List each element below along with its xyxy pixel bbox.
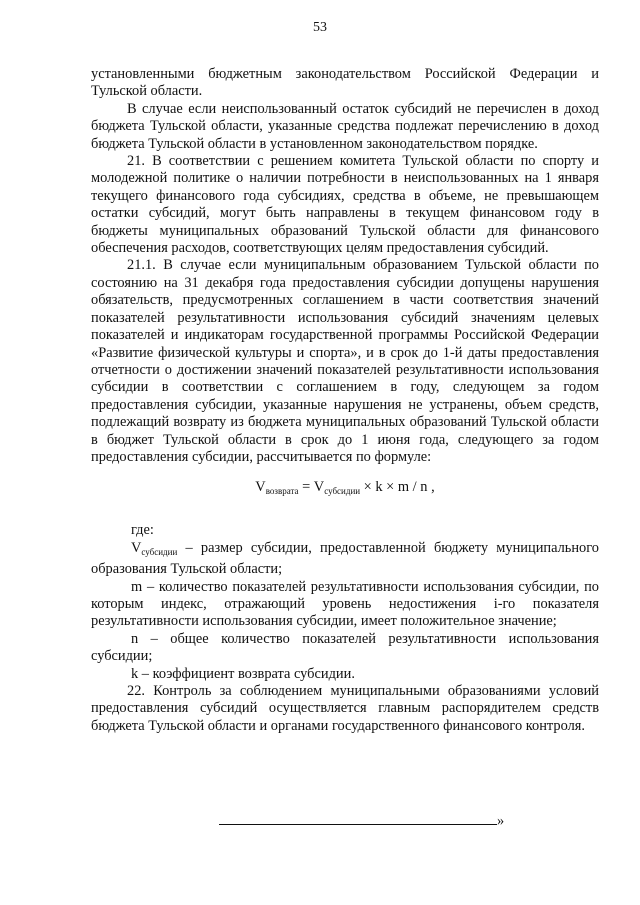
formula-rhs-subscript: субсидии [324,486,361,497]
formula-v: V [255,479,266,496]
closing-rule [219,814,497,825]
definition-v [91,540,599,579]
formula-equals: = V [298,479,325,496]
paragraph-22: 22. Контроль за соблюдением муниципальными образованиями условий предоставления субсидий осуществляется главным распорядителем средств бюджета Тульской области и органами государственного финансового контроля. [91,683,599,734]
definition-v-text: – размер субсидии, предоставленной бюджету муниципального образования Тульской области; [91,539,599,578]
definition-v-symbol: V [131,539,142,556]
paragraph-continuation: установленными бюджетным законодательством Российской Федерации и Тульской области. [91,66,599,100]
where-label: где: [131,522,154,539]
definition-k: k – коэффициент возврата субсидии. [131,665,355,682]
formula-v-subscript: возврата [265,486,299,497]
formula-rest: × k × m / n , [360,479,435,496]
document-body [91,66,599,735]
return-formula [91,476,599,502]
paragraph-21: 21. В соответствии с решением комитета Тульской области по спорту и молодежной политике о наличии потребности в неиспользованных на 1 января текущего финансового года субсидиях, средства в объеме, не превышающем остатки субсидий, могут быть направлены в текущем финансовом году в бюджеты муниципальных образований Тульской области для финансового обеспечения расходов, соответствующих целям предоставления субсидий. [91,153,599,257]
paragraph-unused-balance: В случае если неиспользованный остаток субсидий не перечислен в доход бюджета Тульской области, указанные средства подлежат перечислению в доход бюджета Тульской области в установленном законодательством порядке. [91,100,599,152]
definition-v-subscript: субсидии [141,546,178,557]
page-number: 53 [313,20,327,35]
paragraph-21-1: 21.1. В случае если муниципальным образованием Тульской области по состоянию на 31 декабря года предоставления субсидии допущены нарушения обязательств, предусмотренных соглашением в части соответствия значений показателей результативности использования субсидий значениям целевых показателей и индикаторам государственной программы Российской Федерации «Развитие физической культуры и спорта», и в срок до 1-й даты предоставления отчетности о достижении значений показателей результативности использования субсидии в соответствии с соглашением в году, следующем за годом предоставления субсидии, указанные нарушения не устранены, объем средств, подлежащий возврату из бюджета муниципальных образований Тульской области в бюджет Тульской области в срок до 1 июня года, следующего за годом предоставления субсидии, рассчитывается по формуле: [91,257,599,465]
definition-n: n – общее количество показателей результативности использования субсидии; [91,630,599,665]
closing-line [219,813,519,830]
closing-quote: » [497,813,505,829]
definition-m: m – количество показателей результативности использования субсидии, по которым индекс, отражающий уровень недостижения i-го показателя результативности использования субсидии, имеет положительное значение; [91,578,599,630]
